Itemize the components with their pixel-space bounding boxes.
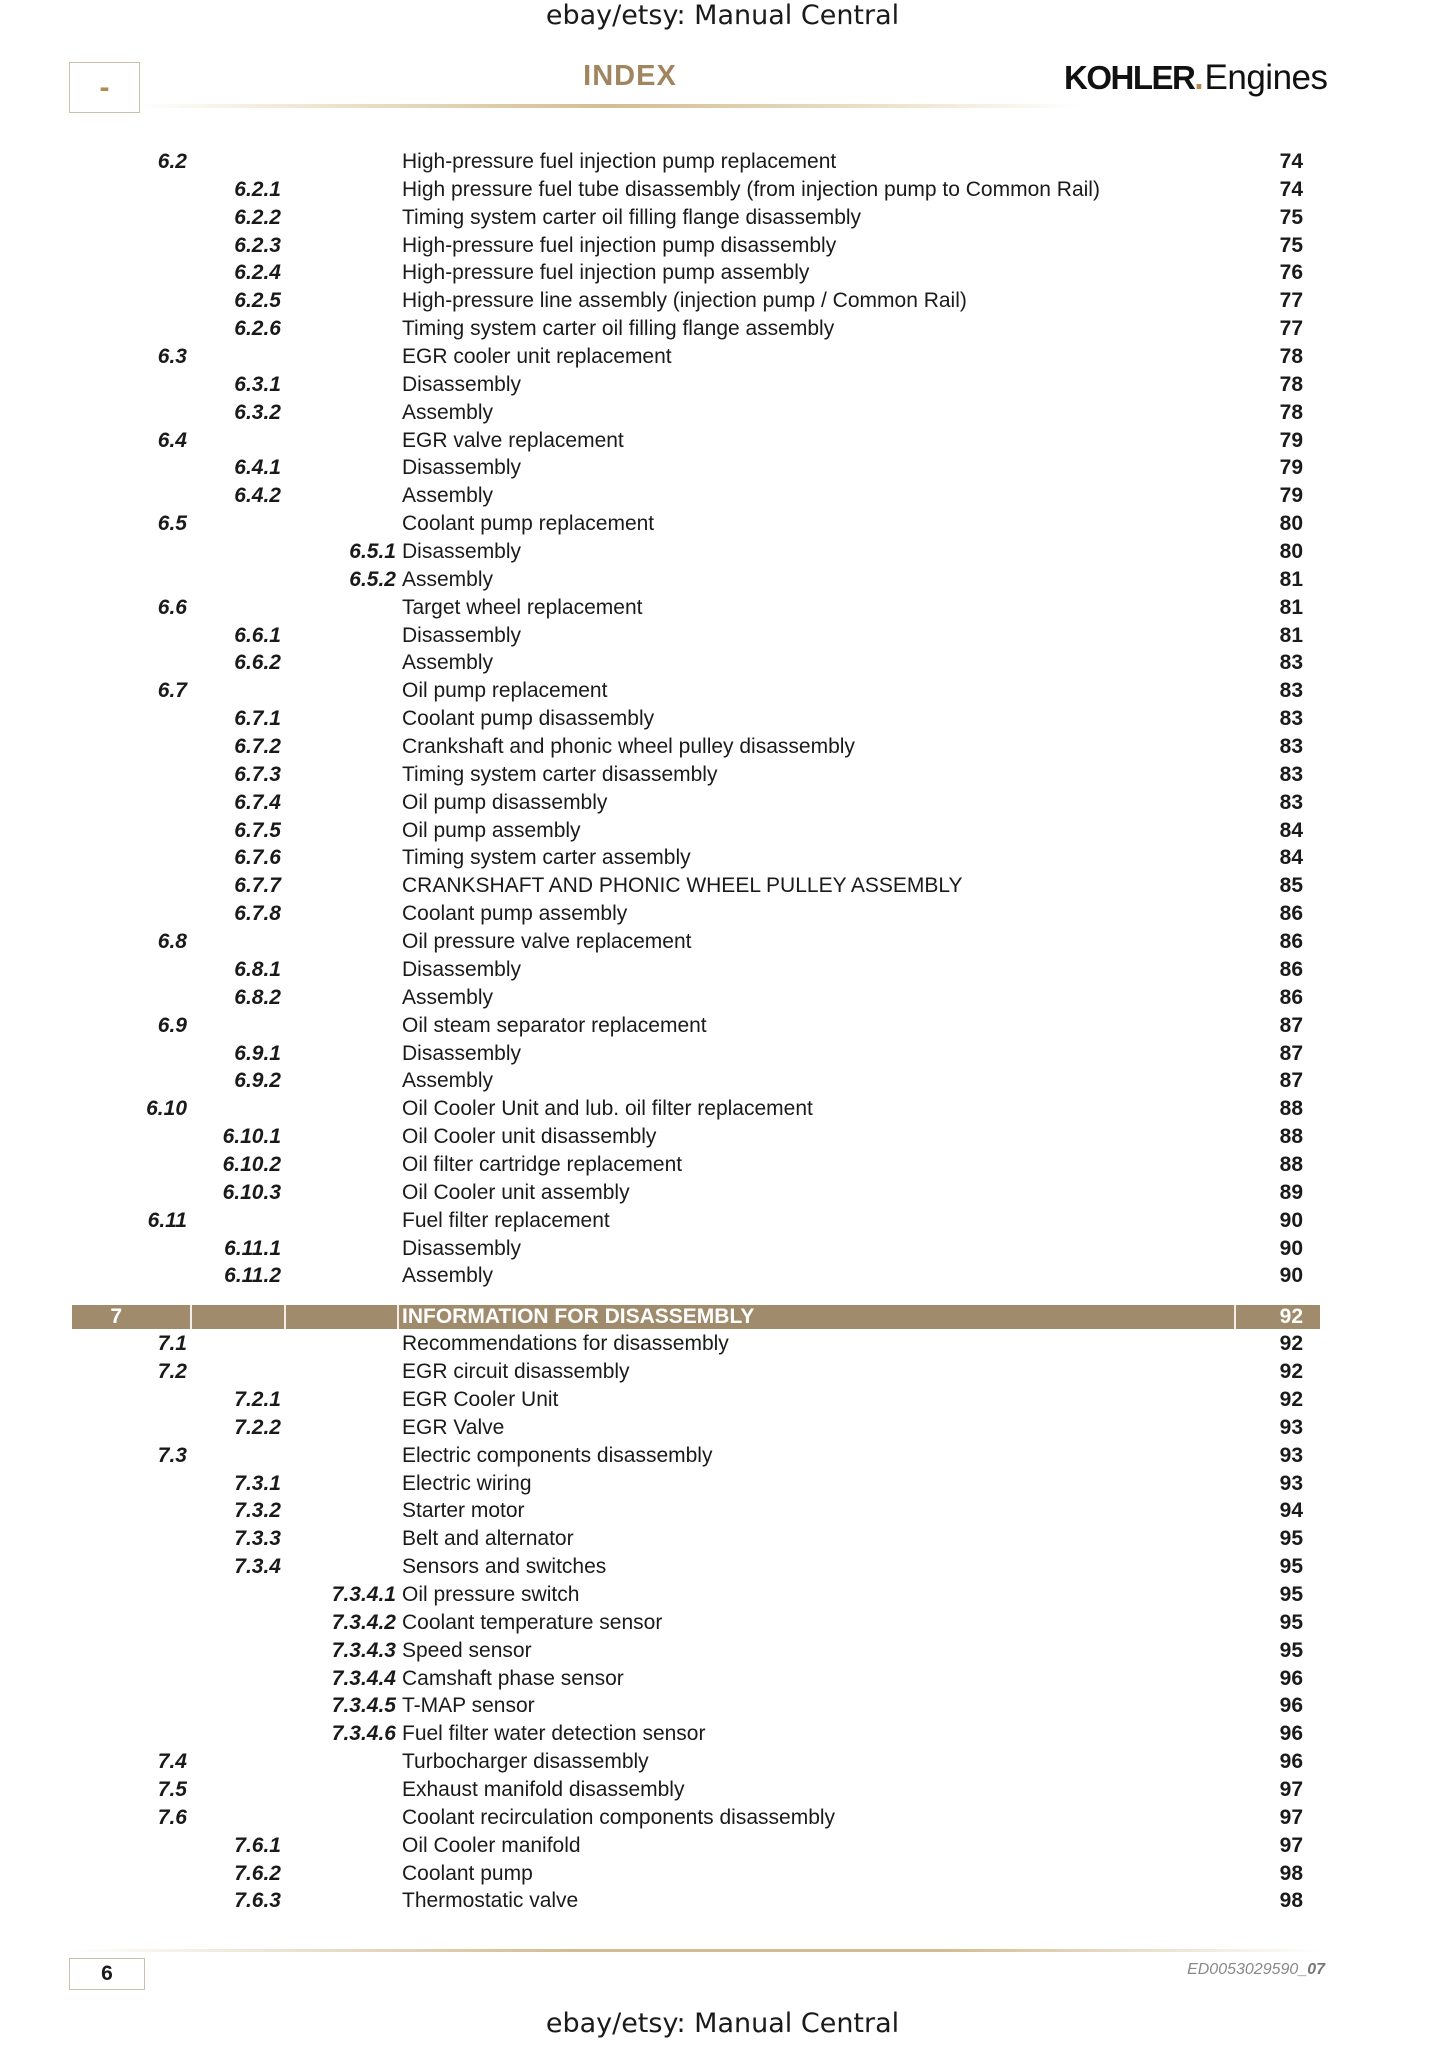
toc-entry[interactable] xyxy=(0,761,1445,789)
toc-number: 6.7.7 xyxy=(234,874,281,898)
brand-mark: . xyxy=(1194,59,1204,96)
toc-entry[interactable] xyxy=(0,482,1445,510)
toc-entry[interactable] xyxy=(0,1442,1445,1470)
toc-entry[interactable] xyxy=(0,287,1445,315)
toc-page-number: 95 xyxy=(1279,1582,1303,1606)
toc-entry[interactable] xyxy=(0,1804,1445,1832)
toc-number: 6.2.1 xyxy=(234,177,281,201)
document-code: ED0053029590_07 xyxy=(1187,1961,1325,1978)
table-of-contents xyxy=(0,148,1445,1915)
toc-entry[interactable] xyxy=(0,1887,1445,1915)
toc-entry[interactable] xyxy=(0,1358,1445,1386)
toc-entry[interactable] xyxy=(0,538,1445,566)
footer-divider xyxy=(69,1949,1321,1952)
toc-title: Coolant pump disassembly xyxy=(402,707,655,731)
toc-entry[interactable] xyxy=(0,371,1445,399)
toc-number: 7.6.2 xyxy=(234,1861,281,1885)
toc-number: 6.7.6 xyxy=(234,846,281,870)
toc-title: Crankshaft and phonic wheel pulley disassembly xyxy=(402,735,855,759)
toc-page-number: 87 xyxy=(1279,1041,1303,1065)
toc-title: Electric components disassembly xyxy=(402,1443,713,1467)
toc-entry[interactable] xyxy=(0,1637,1445,1665)
toc-page-number: 92 xyxy=(1279,1387,1303,1411)
toc-number: 6.2 xyxy=(157,150,187,173)
toc-title: Oil pressure switch xyxy=(402,1582,580,1606)
toc-number: 7.2.1 xyxy=(234,1387,281,1411)
toc-title: Oil pump assembly xyxy=(402,818,581,842)
toc-page-number: 75 xyxy=(1279,233,1303,257)
toc-title: Oil Cooler unit assembly xyxy=(402,1180,630,1204)
toc-number: 6.3.2 xyxy=(234,400,281,424)
toc-page-number: 79 xyxy=(1279,456,1303,480)
toc-entry[interactable] xyxy=(0,176,1445,204)
toc-entry[interactable] xyxy=(0,1235,1445,1263)
toc-page-number: 77 xyxy=(1279,289,1303,313)
toc-title: Assembly xyxy=(402,651,494,675)
toc-entry[interactable] xyxy=(0,232,1445,260)
toc-title: Disassembly xyxy=(402,623,522,647)
toc-title: Exhaust manifold disassembly xyxy=(402,1777,685,1801)
toc-page-number: 89 xyxy=(1279,1180,1303,1204)
toc-number: 6.11 xyxy=(147,1208,187,1232)
toc-number: 6.6 xyxy=(157,595,187,619)
toc-number: 6.9 xyxy=(157,1013,187,1037)
toc-number: 7.4 xyxy=(157,1750,187,1774)
toc-number: 6.3 xyxy=(157,345,187,369)
toc-page-number: 94 xyxy=(1279,1499,1303,1523)
toc-number: 7.6.1 xyxy=(234,1833,281,1857)
toc-number: 6.5 xyxy=(157,512,187,536)
toc-page-number: 88 xyxy=(1279,1152,1303,1176)
toc-page-number: 93 xyxy=(1279,1471,1303,1495)
toc-title: Disassembly xyxy=(402,540,522,564)
toc-entry[interactable] xyxy=(0,817,1445,845)
toc-number: 6.9.1 xyxy=(234,1041,281,1065)
toc-number: 6.10 xyxy=(146,1097,187,1121)
toc-entry[interactable] xyxy=(0,928,1445,956)
toc-number: 6.7.1 xyxy=(234,707,281,731)
toc-title: EGR circuit disassembly xyxy=(402,1360,630,1384)
toc-entry[interactable] xyxy=(0,1179,1445,1207)
toc-entry[interactable] xyxy=(0,1832,1445,1860)
toc-title: Timing system carter oil filling flange disassembly xyxy=(402,205,862,229)
toc-number: 6.9.2 xyxy=(234,1069,281,1093)
toc-title: Oil pump disassembly xyxy=(402,790,608,814)
toc-number: 7.3.4.2 xyxy=(331,1610,396,1634)
toc-entry[interactable] xyxy=(0,622,1445,650)
toc-number: 6.5.1 xyxy=(349,540,396,564)
toc-page-number: 80 xyxy=(1279,540,1303,564)
section-marker: - xyxy=(69,62,140,113)
toc-number: 6.7.3 xyxy=(234,762,281,786)
toc-number: 7.3.4 xyxy=(234,1555,281,1579)
chapter-band-divider xyxy=(284,1305,286,1329)
toc-number: 7.2.2 xyxy=(234,1415,281,1439)
toc-entry[interactable] xyxy=(0,1414,1445,1442)
toc-number: 6.2.2 xyxy=(234,205,281,229)
toc-number: 6.2.6 xyxy=(234,317,281,341)
toc-number: 7.6 xyxy=(157,1805,187,1829)
toc-page-number: 96 xyxy=(1279,1722,1303,1746)
toc-title: High-pressure fuel injection pump disassembly xyxy=(402,233,837,257)
toc-title: T-MAP sensor xyxy=(402,1694,535,1718)
brand-logo xyxy=(1064,58,1328,102)
toc-entry[interactable] xyxy=(0,1207,1445,1235)
toc-number: 6.2.5 xyxy=(234,289,281,313)
toc-entry[interactable] xyxy=(0,1386,1445,1414)
toc-number: 6.2.3 xyxy=(234,233,281,257)
toc-page-number: 87 xyxy=(1279,1013,1303,1037)
toc-page-number: 79 xyxy=(1279,428,1303,452)
toc-number: 6.6.1 xyxy=(234,623,281,647)
toc-title: Oil Cooler manifold xyxy=(402,1833,581,1857)
watermark-top: ebay/etsy: Manual Central xyxy=(545,0,900,31)
toc-title: Oil steam separator replacement xyxy=(402,1013,707,1037)
toc-entry[interactable] xyxy=(0,1525,1445,1553)
brand-sub: Engines xyxy=(1204,58,1328,97)
toc-number: 6.10.2 xyxy=(222,1152,281,1176)
toc-entry[interactable] xyxy=(0,677,1445,705)
toc-title: Assembly xyxy=(402,567,494,591)
toc-number: 6.10.1 xyxy=(222,1125,281,1149)
watermark-bottom: ebay/etsy: Manual Central xyxy=(545,2008,900,2039)
toc-page-number: 87 xyxy=(1279,1069,1303,1093)
toc-entry[interactable] xyxy=(0,1123,1445,1151)
toc-title: Assembly xyxy=(402,1264,494,1288)
toc-title: High pressure fuel tube disassembly (from injection pump to Common Rail) xyxy=(402,177,1100,201)
toc-entry[interactable] xyxy=(0,1470,1445,1498)
toc-title: Disassembly xyxy=(402,456,522,480)
toc-title: High-pressure fuel injection pump assembly xyxy=(402,261,810,285)
toc-title: Timing system carter disassembly xyxy=(402,762,718,786)
toc-number: 7.3.4.5 xyxy=(331,1694,396,1718)
toc-page-number: 95 xyxy=(1279,1527,1303,1551)
toc-entry[interactable] xyxy=(0,1497,1445,1525)
toc-page-number: 95 xyxy=(1279,1638,1303,1662)
toc-page-number: 95 xyxy=(1279,1610,1303,1634)
toc-number: 6.6.2 xyxy=(234,651,281,675)
toc-page-number: 81 xyxy=(1279,623,1303,647)
toc-number: 7.3.4.1 xyxy=(331,1582,396,1606)
toc-number: 6.5.2 xyxy=(349,567,396,591)
toc-number: 6.2.4 xyxy=(234,261,281,285)
toc-number: 6.7.5 xyxy=(234,818,281,842)
toc-number: 7.3.4.4 xyxy=(331,1666,396,1690)
toc-page-number: 90 xyxy=(1279,1208,1303,1232)
toc-page-number: 78 xyxy=(1279,400,1303,424)
toc-entry[interactable] xyxy=(0,1860,1445,1888)
toc-entry[interactable] xyxy=(0,1151,1445,1179)
toc-page-number: 98 xyxy=(1279,1861,1303,1885)
toc-title: Camshaft phase sensor xyxy=(402,1666,624,1690)
toc-entry[interactable] xyxy=(0,510,1445,538)
toc-entry[interactable] xyxy=(0,315,1445,343)
toc-page-number: 85 xyxy=(1279,874,1303,898)
toc-entry[interactable] xyxy=(0,1012,1445,1040)
toc-title: Speed sensor xyxy=(402,1638,532,1662)
toc-number: 7.3 xyxy=(157,1443,187,1467)
toc-number: 7.3.4.6 xyxy=(331,1722,396,1746)
toc-page-number: 81 xyxy=(1279,567,1303,591)
toc-entry[interactable] xyxy=(0,872,1445,900)
toc-title: Recommendations for disassembly xyxy=(402,1332,729,1356)
toc-page-number: 80 xyxy=(1279,512,1303,536)
toc-page-number: 96 xyxy=(1279,1666,1303,1690)
toc-page-number: 83 xyxy=(1279,707,1303,731)
toc-page-number: 75 xyxy=(1279,205,1303,229)
toc-entry[interactable] xyxy=(0,1067,1445,1095)
toc-entry[interactable] xyxy=(0,789,1445,817)
toc-number: 6.8.1 xyxy=(234,957,281,981)
toc-entry[interactable] xyxy=(0,1040,1445,1068)
toc-title: Disassembly xyxy=(402,372,522,396)
toc-page-number: 78 xyxy=(1279,372,1303,396)
toc-entry[interactable] xyxy=(0,733,1445,761)
toc-entry[interactable] xyxy=(0,259,1445,287)
toc-title: High-pressure line assembly (injection pump / Common Rail) xyxy=(402,289,967,313)
toc-entry[interactable] xyxy=(0,1330,1445,1358)
toc-page-number: 83 xyxy=(1279,762,1303,786)
toc-page-number: 88 xyxy=(1279,1097,1303,1121)
toc-entry[interactable] xyxy=(0,1665,1445,1693)
toc-title: Coolant recirculation components disassembly xyxy=(402,1805,836,1829)
page-number: 6 xyxy=(69,1958,145,1990)
toc-page-number: 98 xyxy=(1279,1889,1303,1913)
toc-page-number: 74 xyxy=(1279,177,1303,201)
toc-page-number: 84 xyxy=(1279,818,1303,842)
toc-entry[interactable] xyxy=(0,1776,1445,1804)
toc-page-number: 79 xyxy=(1279,484,1303,508)
toc-title: Oil pressure valve replacement xyxy=(402,930,692,954)
toc-title: INFORMATION FOR DISASSEMBLY xyxy=(402,1305,755,1329)
toc-title: Belt and alternator xyxy=(402,1527,574,1551)
toc-entry[interactable] xyxy=(0,984,1445,1012)
toc-entry[interactable] xyxy=(0,148,1445,176)
toc-entry[interactable] xyxy=(0,705,1445,733)
toc-number: 6.7.4 xyxy=(234,790,281,814)
toc-title: Disassembly xyxy=(402,1041,522,1065)
toc-number: 7.3.4.3 xyxy=(331,1638,396,1662)
toc-page-number: 92 xyxy=(1279,1305,1303,1329)
toc-page-number: 83 xyxy=(1279,790,1303,814)
toc-title: Oil Cooler unit disassembly xyxy=(402,1125,657,1149)
toc-title: Oil filter cartridge replacement xyxy=(402,1152,683,1176)
toc-title: Coolant pump assembly xyxy=(402,902,628,926)
toc-page-number: 77 xyxy=(1279,317,1303,341)
toc-page-number: 88 xyxy=(1279,1125,1303,1149)
toc-number: 6.8.2 xyxy=(234,985,281,1009)
toc-entry[interactable] xyxy=(0,594,1445,622)
toc-number: 6.11.1 xyxy=(224,1236,281,1260)
toc-title: Coolant pump replacement xyxy=(402,512,655,536)
toc-number: 6.7.8 xyxy=(234,902,281,926)
toc-entry[interactable] xyxy=(0,566,1445,594)
toc-page-number: 83 xyxy=(1279,651,1303,675)
toc-number: 6.4 xyxy=(157,428,187,452)
toc-title: Timing system carter oil filling flange assembly xyxy=(402,317,835,341)
chapter-band-divider xyxy=(397,1305,399,1329)
toc-entry[interactable] xyxy=(0,956,1445,984)
toc-entry[interactable] xyxy=(0,1720,1445,1748)
toc-page-number: 81 xyxy=(1279,595,1303,619)
header-divider xyxy=(140,104,1080,108)
toc-entry[interactable] xyxy=(0,1581,1445,1609)
toc-title: Coolant pump xyxy=(402,1861,533,1885)
toc-title: Electric wiring xyxy=(402,1471,532,1495)
toc-page-number: 92 xyxy=(1279,1360,1303,1384)
toc-title: Coolant temperature sensor xyxy=(402,1610,663,1634)
toc-page-number: 78 xyxy=(1279,345,1303,369)
toc-entry[interactable] xyxy=(0,1095,1445,1123)
toc-title: High-pressure fuel injection pump replacement xyxy=(402,150,837,173)
toc-page-number: 97 xyxy=(1279,1833,1303,1857)
chapter-band-divider xyxy=(1234,1305,1236,1329)
toc-title: Turbocharger disassembly xyxy=(402,1750,649,1774)
toc-page-number: 90 xyxy=(1279,1236,1303,1260)
page-title: INDEX xyxy=(583,60,677,92)
toc-entry[interactable] xyxy=(0,1553,1445,1581)
toc-title: Timing system carter assembly xyxy=(402,846,691,870)
toc-title: Assembly xyxy=(402,400,494,424)
toc-title: EGR valve replacement xyxy=(402,428,624,452)
toc-number: 6.11.2 xyxy=(224,1264,281,1288)
toc-page-number: 97 xyxy=(1279,1777,1303,1801)
toc-number: 6.8 xyxy=(157,930,187,954)
toc-page-number: 83 xyxy=(1279,735,1303,759)
toc-title: Assembly xyxy=(402,484,494,508)
toc-number: 6.7.2 xyxy=(234,735,281,759)
toc-number: 6.3.1 xyxy=(234,372,281,396)
toc-title: Assembly xyxy=(402,985,494,1009)
toc-number: 7.3.1 xyxy=(234,1471,281,1495)
toc-number: 6.4.2 xyxy=(234,484,281,508)
toc-title: Assembly xyxy=(402,1069,494,1093)
toc-entry[interactable] xyxy=(0,343,1445,371)
toc-title: EGR cooler unit replacement xyxy=(402,345,672,369)
toc-chapter-row[interactable] xyxy=(0,1303,1445,1330)
toc-number: 6.10.3 xyxy=(222,1180,281,1204)
toc-entry[interactable] xyxy=(0,1262,1445,1290)
toc-number: 7.3.3 xyxy=(234,1527,281,1551)
toc-number: 7.5 xyxy=(157,1777,187,1801)
toc-title: Sensors and switches xyxy=(402,1555,607,1579)
toc-entry[interactable] xyxy=(0,399,1445,427)
toc-page-number: 90 xyxy=(1279,1264,1303,1288)
toc-page-number: 86 xyxy=(1279,930,1303,954)
toc-entry[interactable] xyxy=(0,454,1445,482)
toc-number: 7.2 xyxy=(157,1360,187,1384)
toc-page-number: 97 xyxy=(1279,1805,1303,1829)
toc-title: Oil Cooler Unit and lub. oil filter replacement xyxy=(402,1097,813,1121)
toc-number: 7.6.3 xyxy=(234,1889,281,1913)
toc-number: 7.1 xyxy=(157,1332,187,1356)
toc-title: Thermostatic valve xyxy=(402,1889,579,1913)
toc-title: CRANKSHAFT AND PHONIC WHEEL PULLEY ASSEMBLY xyxy=(402,874,963,898)
toc-title: Starter motor xyxy=(402,1499,525,1523)
toc-page-number: 86 xyxy=(1279,902,1303,926)
toc-page-number: 84 xyxy=(1279,846,1303,870)
toc-page-number: 93 xyxy=(1279,1415,1303,1439)
toc-entry[interactable] xyxy=(0,844,1445,872)
toc-page-number: 92 xyxy=(1279,1332,1303,1356)
toc-page-number: 86 xyxy=(1279,957,1303,981)
toc-page-number: 83 xyxy=(1279,679,1303,703)
toc-page-number: 74 xyxy=(1279,150,1303,173)
toc-number: 6.4.1 xyxy=(234,456,281,480)
toc-number: 7.3.2 xyxy=(234,1499,281,1523)
toc-page-number: 95 xyxy=(1279,1555,1303,1579)
toc-entry[interactable] xyxy=(0,427,1445,455)
toc-title: EGR Valve xyxy=(402,1415,505,1439)
chapter-band-divider xyxy=(190,1305,192,1329)
toc-number: 6.7 xyxy=(157,679,187,703)
toc-title: Target wheel replacement xyxy=(402,595,643,619)
toc-title: Fuel filter water detection sensor xyxy=(402,1722,706,1746)
toc-title: Oil pump replacement xyxy=(402,679,608,703)
brand-name: KOHLER xyxy=(1064,59,1195,96)
toc-title: Disassembly xyxy=(402,1236,522,1260)
toc-entry[interactable] xyxy=(0,1692,1445,1720)
toc-entry[interactable] xyxy=(0,1609,1445,1637)
toc-page-number: 86 xyxy=(1279,985,1303,1009)
toc-entry[interactable] xyxy=(0,649,1445,677)
toc-entry[interactable] xyxy=(0,900,1445,928)
chapter-number: 7 xyxy=(110,1305,122,1329)
toc-entry[interactable] xyxy=(0,1748,1445,1776)
toc-page-number: 76 xyxy=(1279,261,1303,285)
toc-title: Disassembly xyxy=(402,957,522,981)
toc-title: Fuel filter replacement xyxy=(402,1208,610,1232)
toc-entry[interactable] xyxy=(0,204,1445,232)
toc-page-number: 96 xyxy=(1279,1750,1303,1774)
toc-title: EGR Cooler Unit xyxy=(402,1387,559,1411)
toc-page-number: 93 xyxy=(1279,1443,1303,1467)
toc-page-number: 96 xyxy=(1279,1694,1303,1718)
